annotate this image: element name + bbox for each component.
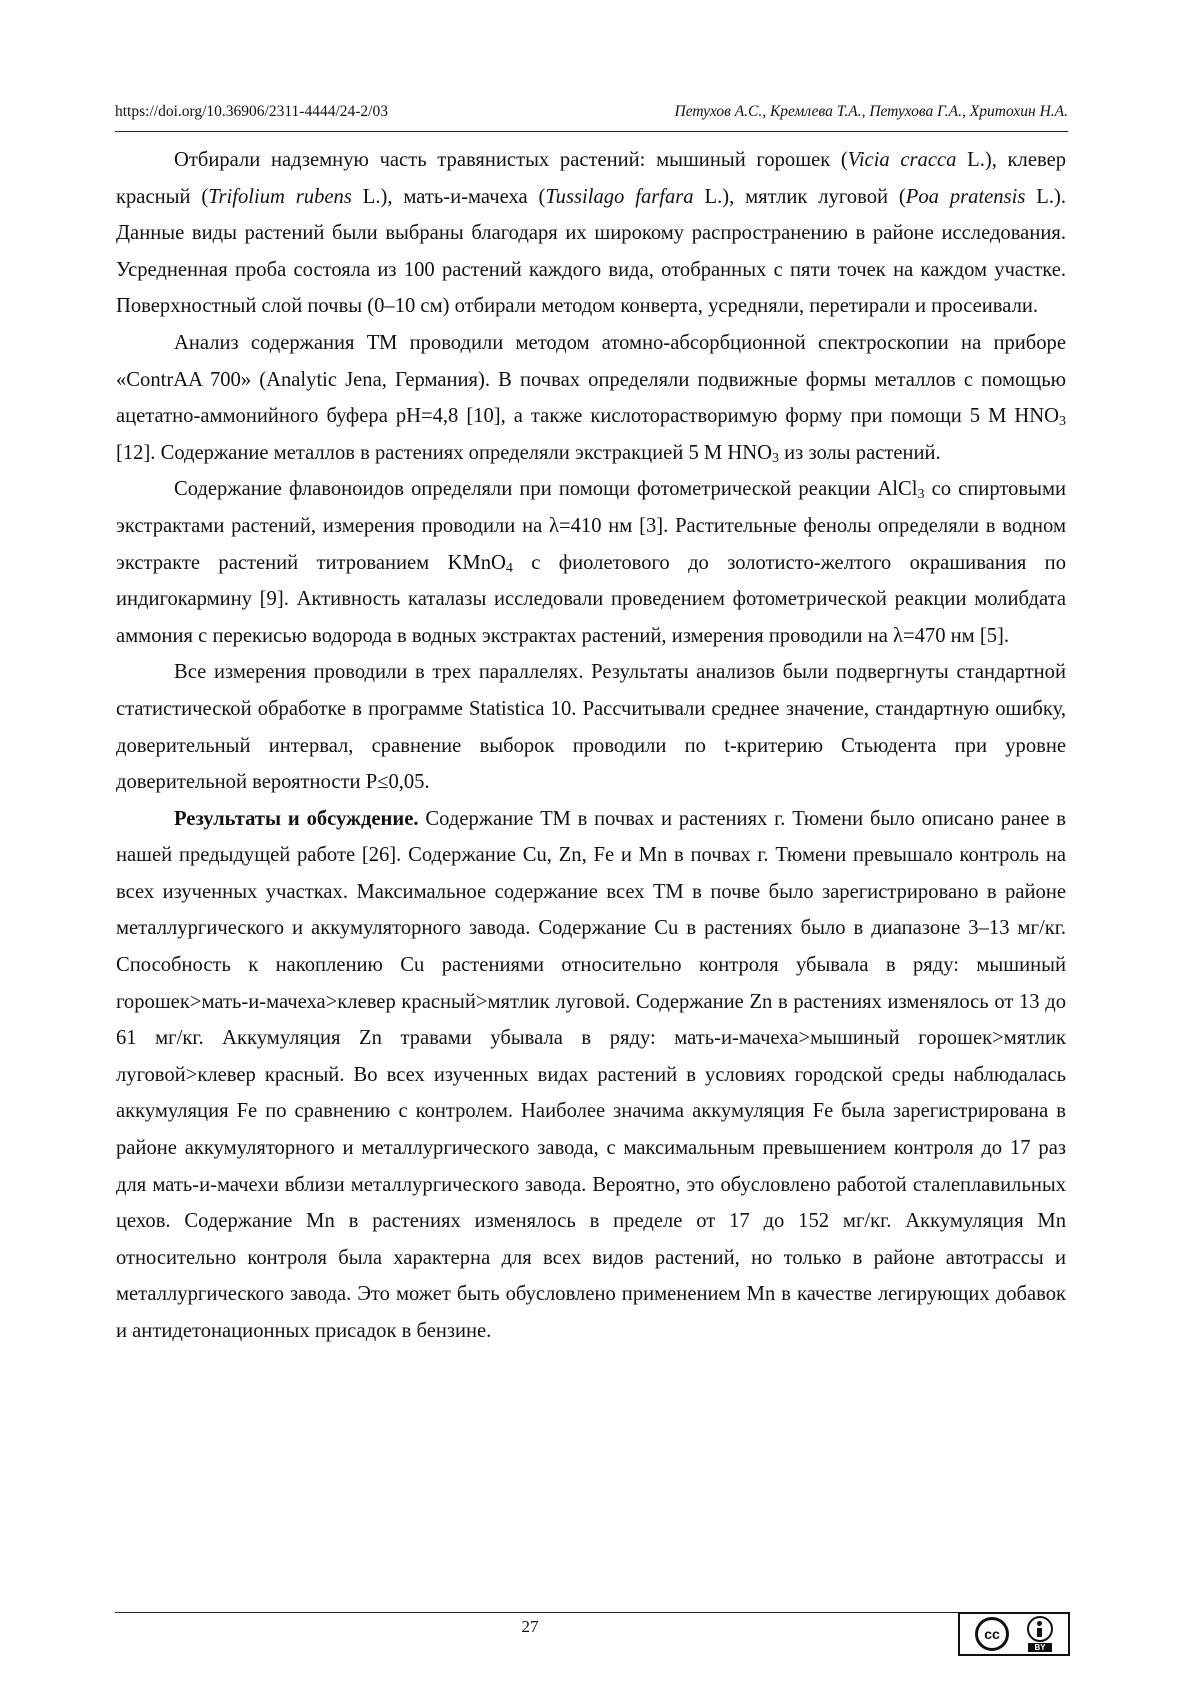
species-name: Trifolium rubens (208, 185, 352, 208)
body-paragraph (116, 142, 1066, 325)
text-segment: Содержание ТМ в почвах и растениях г. Тюмени было описано ранее в нашей предыдущей работе [26]. Содержание Cu, Zn, Fe и Mn в почвах г. Тюмени превышало контроль на всех изученных участках. Максимальное содержание всех ТМ в почве было зарегистрировано в районе металлургического и аккумуляторного завода. Содержание Cu в растениях было в диапазоне 3–13 мг/кг. Способность к накоплению Cu растениями относительно контроля убывала в ряду: мышиный горошек>мать-и-мачеха>клевер красный>мятлик луговой. Содержание Zn в растениях изменялось от 13 до 61 мг/кг. Аккумуляция Zn травами убывала в ряду: мать-и-мачеха>мышиный горошек>мятлик луговой>клевер красный. Во всех изученных видах растений в условиях городской среды наблюдалась аккумуляция Fe по сравнению с контролем. Наиболее значима аккумуляция Fe была зарегистрирована в районе аккумуляторного и металлургического завода, с максимальным превышением контроля до 17 раз для мать-и-мачехи вблизи металлургического завода. Вероятно, это обусловлено работой сталеплавильных цехов. Содержание Mn в растениях изменялось в пределе от 17 до 152 мг/кг. Аккумуляция Mn относительно контроля была характерна для всех видов растений, но только в районе автотрассы и металлургического завода. Это может быть обусловлено применением Mn в качестве легирующих добавок и антидетонационных присадок в бензине. (116, 807, 1066, 1342)
body-paragraph (116, 325, 1066, 471)
body-paragraph (116, 654, 1066, 800)
text-segment: Все измерения проводили в трех параллелях. Результаты анализов были подвергнуты стандартной статистической обработке в программе Statistica 10. Рассчитывали среднее значение, стандартную ошибку, доверительный интервал, сравнение выборок проводили по t-критерию Стьюдента при уровне доверительной вероятности P≤0,05. (116, 661, 1066, 794)
header-authors: Петухов А.С., Кремлева Т.А., Петухова Г.А., Хритохин Н.А. (674, 103, 1068, 120)
text-segment: Содержание флавоноидов определяли при помощи фотометрической реакции AlCl (174, 478, 918, 501)
running-header (115, 103, 1068, 125)
article-body (116, 142, 1066, 1350)
text-segment: L.), мятлик луговой ( (693, 185, 906, 208)
subscript: 3 (772, 450, 780, 466)
text-segment: L.). Данные виды растений были выбраны благодаря их широкому распространению в районе исследования. Усредненная проба состояла из 100 растений каждого вида, отобранных с пяти точек на каждом участке. Поверхностный слой почвы (0–10 см) отбирали методом конверта, усредняли, перетирали и просеивали. (116, 185, 1066, 318)
text-segment: L.), мать-и-мачеха ( (351, 185, 546, 208)
doi-link[interactable]: https://doi.org/10.36906/2311-4444/24-2/03 (115, 103, 388, 120)
footer-divider (115, 1612, 962, 1613)
section-heading: Результаты и обсуждение. (174, 807, 419, 830)
body-paragraph (116, 471, 1066, 654)
attribution-icon (1027, 1616, 1053, 1652)
by-label: BY (1028, 1643, 1051, 1652)
cc-icon: cc (975, 1617, 1009, 1651)
header-divider (115, 131, 1068, 132)
text-segment: Отбирали надземную часть травянистых растений: мышиный горошек ( (174, 149, 848, 171)
species-name: Tussilago farfara (545, 185, 694, 208)
text-segment: с фиолетового до золотисто-желтого окрашивания по индигокармину [9]. Активность каталазы исследовали проведением фотометрической реакции молибдата аммония с перекисью водорода в водных экстрактах растений, измерения проводили на λ=470 нм [5]. (116, 551, 1066, 647)
subscript: 3 (1059, 414, 1066, 430)
person-icon (1027, 1616, 1053, 1642)
page-number: 27 (521, 1617, 539, 1636)
species-name: Vicia cracca (847, 149, 957, 171)
text-segment: Анализ содержания ТМ проводили методом атомно-абсорбционной спектроскопии на приборе «ContrAA 700» (Analytic Jena, Германия). В почвах определяли подвижные формы металлов с помощью ацетатно-аммонийного буфера pH=4,8 [10], а также кислоторастворимую форму при помощи 5 М HNO (116, 331, 1066, 428)
text-segment: [12]. Содержание металлов в растениях определяли экстракцией 5 М HNO (116, 441, 773, 464)
text-segment: со спиртовыми экстрактами растений, измерения проводили на λ=410 нм [3]. Растительные фенолы определяли в водном экстракте растений титрованием KMnO (116, 478, 1066, 574)
subscript: 3 (917, 487, 925, 503)
text-segment: L.), клевер красный ( (116, 149, 1067, 208)
body-paragraph (116, 801, 1066, 1350)
subscript: 4 (505, 560, 513, 576)
creative-commons-by-icon[interactable] (958, 1612, 1070, 1656)
species-name: Poa pratensis (905, 185, 1026, 208)
text-segment: из золы растений. (779, 441, 941, 464)
